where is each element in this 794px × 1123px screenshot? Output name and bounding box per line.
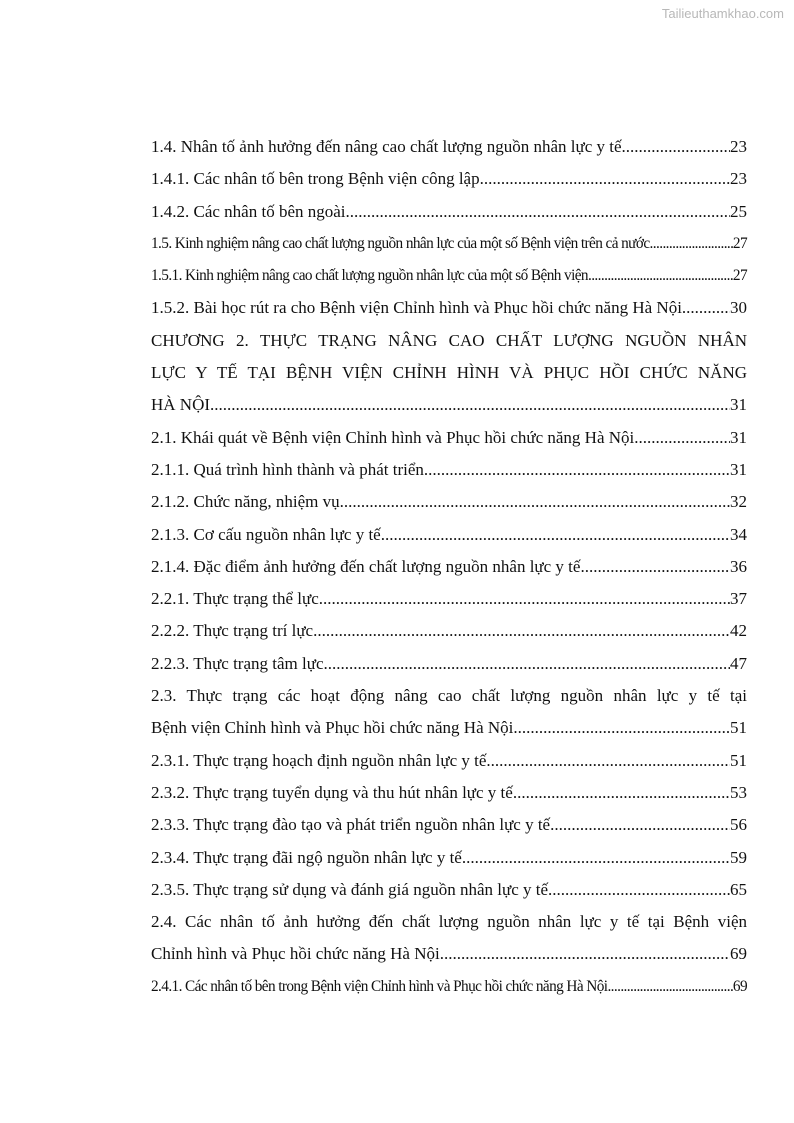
- dot-leader: [513, 712, 730, 744]
- dot-leader: [440, 938, 730, 970]
- dot-leader: [548, 874, 730, 906]
- toc-entry: [151, 519, 747, 551]
- toc-entry: [151, 777, 747, 809]
- toc-page-number: 30: [730, 298, 747, 318]
- toc-entry: [151, 196, 747, 228]
- toc-entry-title: 2.3.4. Thực trạng đãi ngộ nguồn nhân lực y tế: [151, 847, 462, 867]
- dot-leader: [210, 389, 730, 421]
- dot-leader: [588, 260, 733, 292]
- toc-entry-title: 2.3.1. Thực trạng hoạch định nguồn nhân lực y tế: [151, 750, 487, 770]
- toc-entry: [151, 938, 747, 970]
- toc-entry-title: Bệnh viện Chỉnh hình và Phục hồi chức năng Hà Nội: [151, 718, 514, 738]
- toc-entry-title: 2.1.3. Cơ cấu nguồn nhân lực y tế: [151, 524, 381, 544]
- toc-page-number: 31: [730, 395, 747, 415]
- dot-leader: [346, 196, 730, 228]
- toc-page-number: 42: [730, 621, 747, 641]
- toc-page-number: 59: [730, 847, 747, 867]
- toc-entry: [151, 583, 747, 615]
- toc-entry-title: HÀ NỘI: [151, 395, 211, 415]
- toc-entry: [151, 292, 747, 324]
- toc-page-number: 69: [732, 977, 747, 995]
- toc-entry: [151, 389, 747, 421]
- toc-entry-title: 1.5.1. Kinh nghiệm nâng cao chất lượng nguồn nhân lực của một số Bệnh viện: [151, 267, 588, 285]
- toc-entry-title: 2.2.2. Thực trạng trí lực: [151, 621, 314, 641]
- toc-entry-line: CHƯƠNG 2. THỰC TRẠNG NÂNG CAO CHẤT LƯỢNG NGUỒN NHÂN: [151, 330, 747, 350]
- toc-entry: [151, 842, 747, 874]
- toc-page-number: 32: [730, 492, 747, 512]
- dot-leader: [622, 131, 730, 163]
- toc-entry: [151, 454, 747, 486]
- toc-entry: [151, 648, 747, 680]
- toc-entry-title: 1.4. Nhân tố ảnh hưởng đến nâng cao chất lượng nguồn nhân lực y tế: [151, 137, 622, 156]
- dot-leader: [634, 422, 730, 454]
- toc-page-number: 53: [730, 782, 747, 802]
- toc-entry: [151, 486, 747, 518]
- dot-leader: [607, 971, 732, 1003]
- toc-page-number: 31: [730, 459, 747, 479]
- toc-entry-title: 2.3.3. Thực trạng đào tạo và phát triển nguồn nhân lực y tế: [151, 815, 551, 835]
- toc-page-number: 27: [732, 267, 747, 285]
- toc-entry: [151, 131, 747, 163]
- dot-leader: [550, 809, 730, 841]
- dot-leader: [462, 842, 730, 874]
- toc-page-number: 37: [730, 589, 747, 609]
- dot-leader: [480, 163, 730, 195]
- toc-page-number: 36: [730, 556, 747, 576]
- toc-page-number: 69: [730, 944, 747, 964]
- dot-leader: [424, 454, 730, 486]
- table-of-contents: [151, 131, 747, 1003]
- toc-entry: [151, 260, 747, 292]
- toc-page-number: 56: [730, 815, 747, 835]
- toc-entry-title: 2.1.1. Quá trình hình thành và phát triển: [151, 459, 424, 479]
- toc-entry-title: 2.1.2. Chức năng, nhiệm vụ: [151, 492, 340, 512]
- toc-entry-title: 2.2.3. Thực trạng tâm lực: [151, 653, 324, 673]
- dot-leader: [580, 551, 730, 583]
- dot-leader: [650, 228, 733, 260]
- toc-page-number: 27: [732, 234, 747, 252]
- toc-entry-title: 2.3.5. Thực trạng sử dụng và đánh giá nguồn nhân lực y tế: [151, 879, 549, 899]
- toc-entry-title: 2.2.1. Thực trạng thể lực: [151, 589, 319, 609]
- toc-entry-line: 2.3. Thực trạng các hoạt động nâng cao chất lượng nguồn nhân lực y tế tại: [151, 686, 747, 706]
- toc-page-number: 31: [730, 427, 747, 447]
- toc-entry-title: Chỉnh hình và Phục hồi chức năng Hà Nội: [151, 944, 440, 964]
- dot-leader: [324, 648, 731, 680]
- toc-entry-line: 2.4. Các nhân tố ảnh hưởng đến chất lượng nguồn nhân lực y tế tại Bệnh viện: [151, 912, 747, 932]
- toc-entry-title: 1.4.1. Các nhân tố bên trong Bệnh viện công lập: [151, 169, 480, 189]
- toc-entry: [151, 809, 747, 841]
- toc-entry: [151, 422, 747, 454]
- toc-entry: [151, 874, 747, 906]
- toc-entry: [151, 712, 747, 744]
- toc-page-number: 23: [730, 169, 747, 189]
- toc-entry-title: 2.1.4. Đặc điểm ảnh hưởng đến chất lượng nguồn nhân lực y tế: [151, 556, 581, 576]
- toc-page-number: 47: [730, 653, 747, 673]
- toc-page-number: 34: [730, 524, 747, 544]
- toc-entry: [151, 228, 747, 260]
- toc-entry: [151, 163, 747, 195]
- dot-leader: [381, 519, 730, 551]
- toc-page-number: 65: [730, 879, 747, 899]
- toc-entry: [151, 745, 747, 777]
- toc-entry-title: 1.5. Kinh nghiệm nâng cao chất lượng nguồn nhân lực của một số Bệnh viện trên cả nước: [151, 234, 650, 252]
- toc-page-number: 23: [730, 137, 747, 156]
- toc-entry: [151, 971, 747, 1003]
- toc-entry-title: 1.4.2. Các nhân tố bên ngoài: [151, 201, 346, 221]
- dot-leader: [682, 292, 730, 324]
- toc-page-number: 51: [730, 750, 747, 770]
- toc-entry: [151, 615, 747, 647]
- watermark: Tailieuthamkhao.com: [661, 6, 784, 21]
- dot-leader: [513, 777, 730, 809]
- toc-entry-title: 2.1. Khái quát về Bệnh viện Chỉnh hình và Phục hồi chức năng Hà Nội: [151, 427, 635, 447]
- toc-entry-title: 2.4.1. Các nhân tố bên trong Bệnh viện Chỉnh hình và Phục hồi chức năng Hà Nội: [151, 977, 608, 995]
- toc-entry-title: 1.5.2. Bài học rút ra cho Bệnh viện Chỉnh hình và Phục hồi chức năng Hà Nội: [151, 298, 682, 318]
- toc-entry: [151, 551, 747, 583]
- dot-leader: [319, 583, 730, 615]
- toc-entry-title: 2.3.2. Thực trạng tuyển dụng và thu hút nhân lực y tế: [151, 782, 513, 802]
- dot-leader: [313, 615, 730, 647]
- dot-leader: [340, 486, 730, 518]
- dot-leader: [486, 745, 730, 777]
- toc-page-number: 51: [730, 718, 747, 738]
- toc-page-number: 25: [730, 201, 747, 221]
- toc-entry-line: LỰC Y TẾ TẠI BỆNH VIỆN CHỈNH HÌNH VÀ PHỤC HỒI CHỨC NĂNG: [151, 363, 747, 383]
